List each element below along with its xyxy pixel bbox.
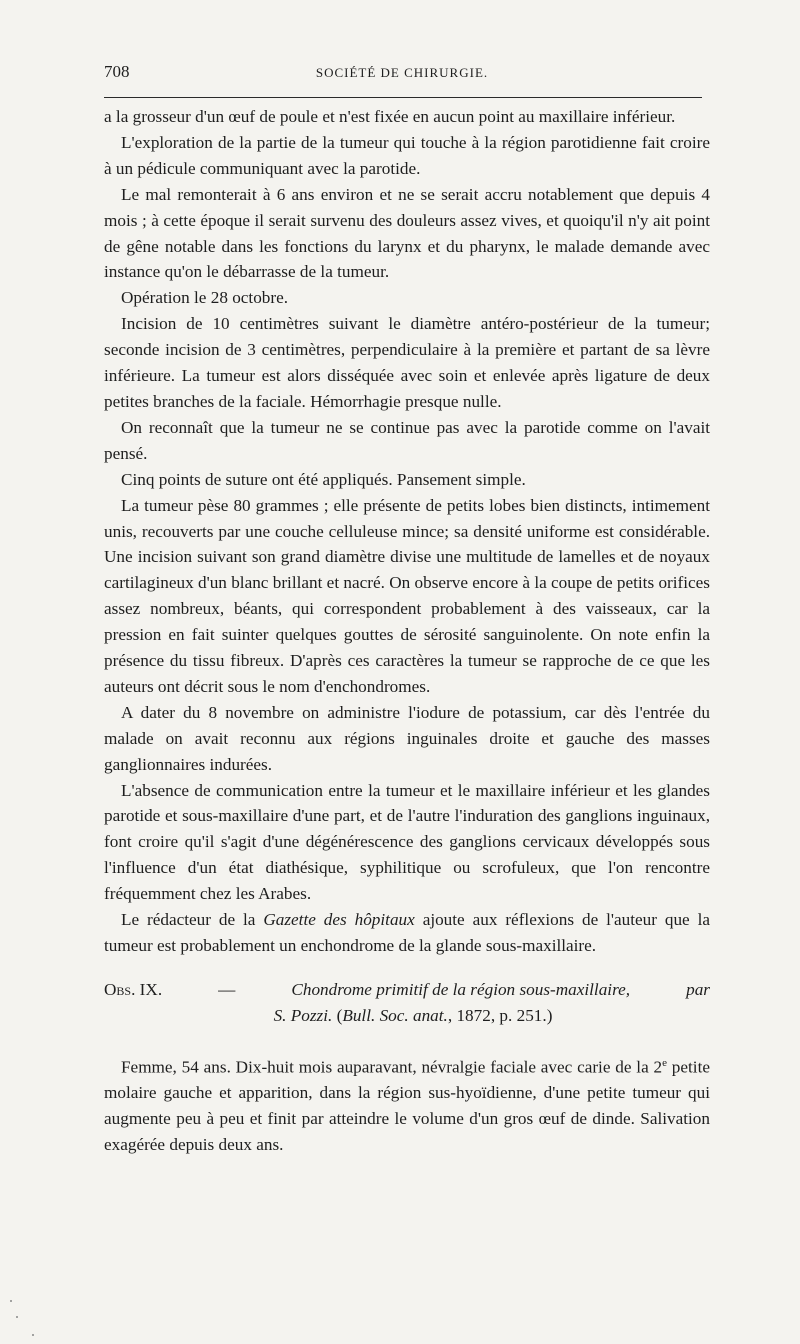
case-part2: petite molaire gauche et apparition, dans la région sus-hyoïdienne, d'une petite tumeur qui augmente peu à peu et finit par atteindre le volume d'un gros œuf de dinde. Salivation exagérée depuis deux ans. [104,1057,710,1155]
paragraph-suture: Cinq points de suture ont été appliqués. Pansement simple. [121,469,526,489]
paragraph-parotid: On reconnaît que la tumeur ne se continue pas avec la parotide comme on l'avait pensé. [104,417,710,463]
observation-label: Obs. IX. [104,979,163,999]
paragraph-incision: Incision de 10 centimètres suivant le diamètre antéro-postérieur de la tumeur; seconde incision de 3 centimètres, perpendiculaire à la première et partant de sa lèvre inférieure. La tumeur est alors disséquée avec soin et enlevée après ligature de deux petites branches de la faciale. Hémorrhagie presque nulle. [104,314,710,411]
paragraph-tumor-description: La tumeur pèse 80 grammes ; elle présente de petits lobes bien distincts, intimement unis, recouverts par une couche celluleuse mince; sa densité uniforme est considérable. Une incision suivant son grand diamètre divise une multitude de lamelles et de noyaux cartilagineux d'un blanc brillant et nacré. On observe encore à la coupe de petits orifices assez nombreux, béants, qui correspondent probablement à des vaisseaux, car la pression en fait suinter quelques gouttes de sérosité sanguinolente. On note enfin la présence du tissu fibreux. D'après ces caractères la tumeur se rapproche de ce que les auteurs ont décrit sous le nom d'enchondromes. [104,495,710,696]
case-part1: Femme, 54 ans. Dix-huit mois auparavant, névralgie faciale avec carie de la 2 [121,1057,663,1077]
paragraph-gazette [104,907,710,959]
observation-ref-rest: , 1872, p. 251.) [447,1005,553,1025]
paragraph-diagnosis: L'absence de communication entre la tumeur et le maxillaire inférieur et les glandes parotide et sous-maxillaire d'une part, et de l'autre l'induration des ganglions inguinaux, font croire qu'il s'agit d'une dégénérescence des ganglions cervicaux développés sous l'influence d'un état diathésique, syphilitique ou scrofuleux, que l'on rencontre fréquemment chez les Arabes. [104,780,710,904]
observation-ref-open: ( [336,1005,343,1025]
page-header [104,62,700,86]
observation-heading-line1 [104,977,710,1003]
observation-by: par [686,979,710,999]
observation-dash: — [218,979,236,999]
observation-author: S. Pozzi. [273,1005,333,1025]
observation-heading [104,977,710,1029]
paragraph-exploration: L'exploration de la partie de la tumeur qui touche à la région parotidienne fait croire à un pédicule communiquant avec la parotide. [104,132,710,178]
observation-heading-line2 [104,1003,710,1029]
running-title: SOCIÉTÉ DE CHIRURGIE. [315,65,489,80]
scan-speck [32,1334,34,1336]
paragraph-history: Le mal remonterait à 6 ans environ et ne se serait accru notablement que depuis 4 mois ; à cette époque il serait survenu des douleurs assez vives, et quoiqu'il n'y ait point de gêne notable dans les fonctions du larynx et du pharynx, le malade demande avec instance qu'on le débarrasse de la tumeur. [104,184,710,282]
gazette-title: Gazette des hôpitaux [263,910,415,930]
observation-ref-journal: Bull. Soc. anat. [342,1005,448,1025]
paragraph-treatment: A dater du 8 novembre on administre l'iodure de potassium, car dès l'entrée du malade on avait reconnu aux régions inguinales droite et gauche des masses ganglionnaires indurées. [104,702,710,774]
page-number: 708 [104,62,130,81]
observation-title: Chondrome primitif de la région sous-maxillaire, [291,979,631,999]
gazette-before: Le rédacteur de la [121,910,256,930]
case-superscript: e [662,1056,667,1069]
paragraph-operation-date: Opération le 28 octobre. [121,288,289,308]
scan-speck [16,1316,18,1318]
paragraph-case [104,1051,710,1158]
scan-speck [10,1300,12,1302]
header-rule [104,97,702,98]
paragraph-continuation: a la grosseur d'un œuf de poule et n'est fixée en aucun point au maxillaire inférieur. [104,107,676,126]
body-text [104,104,710,1158]
gazette-after: ajoute aux réflexions de l'auteur que la tumeur est probablement un enchondrome de la glande sous-maxillaire. [104,910,710,955]
